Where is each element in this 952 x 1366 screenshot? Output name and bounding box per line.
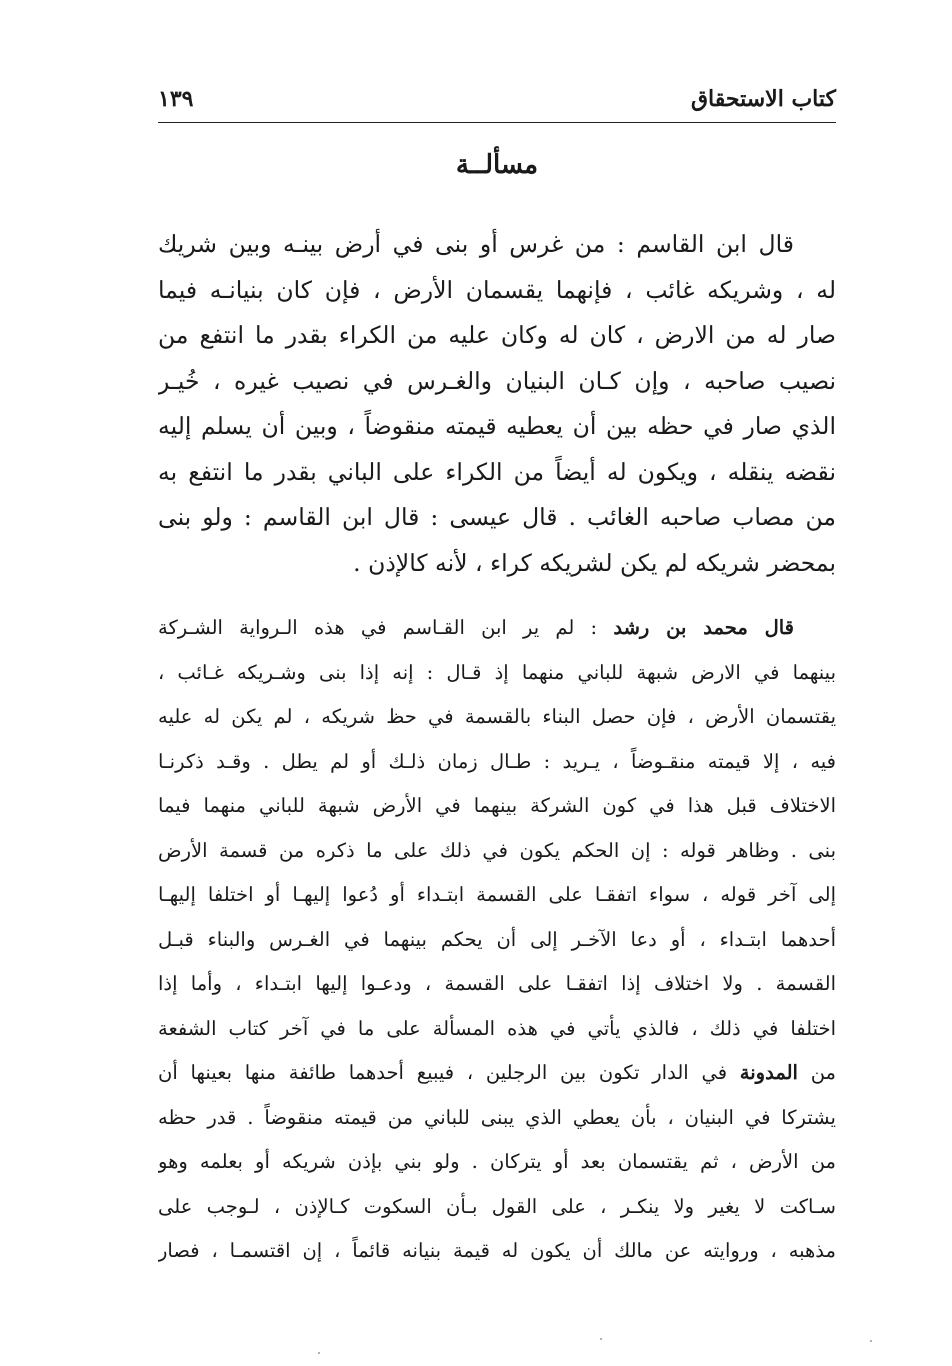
text-line: بمحضر شريكه لم يكن لشريكه كراء ، لأنه كالإذن . xyxy=(353,548,836,577)
running-header xyxy=(158,82,836,123)
mudawwana-title: المدونة xyxy=(739,1061,798,1084)
text-line: القسمة . ولا اختلاف إذا اتفقـا على القسمة ، ودعـوا إليها ابتـداء ، وأما إذا xyxy=(158,972,836,995)
section-heading: مسألــة xyxy=(455,150,539,180)
text-line: إلى آخر قوله ، سواء اتفقـا على القسمة ابتـداء أو دُعوا إليهـا أو اختلفا إليهـا xyxy=(158,883,836,906)
text-line: من الأرض ، ثم يقتسمان بعد أو يتركان . ولو بني بإذن شريكه أو بعلمه وهو xyxy=(158,1150,836,1173)
text-line-mudawwana xyxy=(158,1051,836,1096)
text-line: اختلفا في ذلك ، فالذي يأتي في هذه المسألة على ما في آخر كتاب الشفعة xyxy=(158,1016,836,1040)
mudawwana-after: في الدار تكون بين الرجلين ، فيبيع أحدهما طائفة منها بعينها أن xyxy=(158,1061,740,1084)
text-line: قال ابن القاسم : من غرس أو بنى في أرض بينـه وبين شريك xyxy=(158,230,794,258)
page-number: ١٣٩ xyxy=(158,86,194,112)
text-line: بينهما في الارض شبهة للباني منهما إذ قـال : إنه إذا بنى وشـريكه غـائب ، xyxy=(158,660,836,684)
text-line: يقتسمان الأرض ، فإن حصل البناء بالقسمة في حظ شريكه ، لم يكن له عليه xyxy=(158,705,836,728)
text-line: له ، وشريكه غائب ، فإنهما يقسمان الأرض ، فإن كان بنيانـه فيما xyxy=(158,275,836,304)
text-line: الاختلاف قبل هذا في كون الشركة بينهما في الأرض شبهة للباني منهما فيما xyxy=(158,794,836,817)
text-line: يشتركا في البنيان ، بأن يعطي الذي يبنى للباني من قيمته منقوضاً . قدر حظه xyxy=(158,1105,836,1129)
text-line: سـاكت لا يغير ولا ينكـر ، على القول بـأن السكوت كـالإذن ، لـوجب على xyxy=(158,1194,836,1218)
paragraph-ibn-rushd-commentary xyxy=(158,606,836,1274)
text-line: الذي صار في حظه بين أن يعطيه قيمته منقوضاً ، وبين أن يسلم إليه xyxy=(158,412,836,440)
paragraph-ibn-al-qasim xyxy=(158,222,836,586)
scan-speck xyxy=(600,1338,602,1340)
text-line: صار له من الارض ، كان له وكان عليه من الكراء بقدر ما انتفع من xyxy=(158,321,836,349)
text-line: نقضه ينقله ، ويكون له أيضاً من الكراء على الباني بقدر ما انتفع به xyxy=(158,457,836,486)
book-title: كتاب الاستحقاق xyxy=(690,86,836,112)
text-line-first xyxy=(158,606,836,651)
text-line: نصيب صاحبه ، وإن كـان البنيان والغـرس في نصيب غيره ، خُيـر xyxy=(158,366,836,395)
scan-speck xyxy=(318,1352,320,1354)
text-line: مذهبه ، وروايته عن مالك أن يكون له قيمة بنيانه قائماً ، إن اقتسمـا ، فصار xyxy=(158,1239,836,1262)
scan-speck xyxy=(870,1340,872,1342)
speaker-name: قال محمد بن رشد xyxy=(613,616,794,639)
text-line: أحدهما ابتـداء ، أو دعا الآخـر إلى أن يحكم بينهما في الغـرس والبناء قبـل xyxy=(158,927,836,951)
first-line-text: : لم ير ابن القـاسم في هذه الـرواية الشـركة xyxy=(158,616,614,639)
text-line: من مصاب صاحبه الغائب . قال عيسى : قال ابن القاسم : ولو بنى xyxy=(158,503,836,531)
text-line: بنى . وظاهر قوله : إن الحكم يكون في ذلك على ما ذكره من قسمة الأرض xyxy=(158,838,836,862)
text-line: فيه ، إلا قيمته منقـوضاً ، يـريد : طـال زمان ذلـك أو لم يطل . وقـد ذكرنـا xyxy=(158,749,836,773)
mudawwana-before: من xyxy=(797,1061,836,1084)
